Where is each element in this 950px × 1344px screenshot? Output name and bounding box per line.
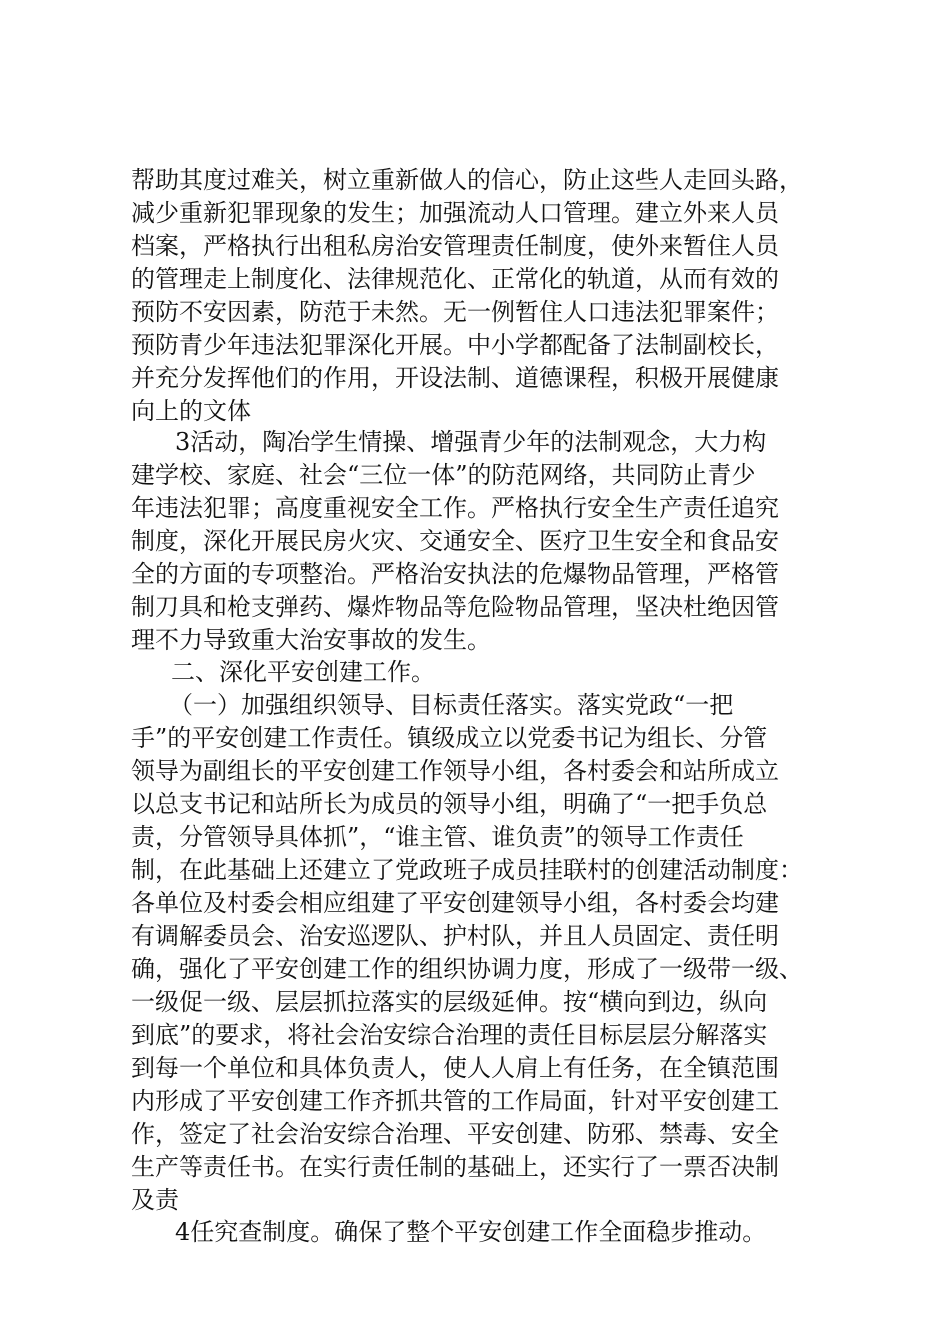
- text-line: 各单位及村委会相应组建了平安创建领导小组，各村委会均建: [131, 889, 779, 917]
- text-line: 制度，深化开展民房火灾、交通安全、医疗卫生安全和食品安: [131, 527, 779, 555]
- text-line: 建学校、家庭、社会“三位一体”的防范网络，共同防止青少: [131, 461, 756, 489]
- text-line: 全的方面的专项整治。严格治安执法的危爆物品管理，严格管: [131, 560, 779, 588]
- subsection-heading-line: （一）加强组织领导、目标责任落实。落实党政“一把: [169, 691, 734, 719]
- text-line: 领导为副组长的平安创建工作领导小组，各村委会和站所成立: [131, 757, 779, 785]
- text-line: 预防不安因素，防范于未然。无一例暂住人口违法犯罪案件；: [131, 298, 779, 326]
- text-line: 年违法犯罪；高度重视安全工作。严格执行安全生产责任追究: [131, 494, 779, 522]
- paragraph-start-line: 4任究查制度。确保了整个平安创建工作全面稳步推动。: [175, 1218, 767, 1246]
- text-line: 向上的文体: [131, 397, 251, 425]
- text-line: 确，强化了平安创建工作的组织协调力度，形成了一级带一级、: [131, 955, 803, 983]
- text-line: 帮助其度过难关，树立重新做人的信心，防止这些人走回头路，: [131, 166, 803, 194]
- text-line: 到每一个单位和具体负责人，使人人肩上有任务，在全镇范围: [131, 1054, 779, 1082]
- text-line: 生产等责任书。在实行责任制的基础上，还实行了一票否决制: [131, 1153, 779, 1181]
- text-line: 制，在此基础上还建立了党政班子成员挂联村的创建活动制度：: [131, 856, 803, 884]
- section-heading: 二、深化平安创建工作。: [171, 658, 435, 686]
- text-line: 一级促一级、层层抓拉落实的层级延伸。按“横向到边，纵向: [131, 988, 768, 1016]
- text-line: 减少重新犯罪现象的发生；加强流动人口管理。建立外来人员: [131, 199, 779, 227]
- text-line: 以总支书记和站所长为成员的领导小组，明确了“一把手负总: [131, 790, 768, 818]
- text-line: 并充分发挥他们的作用，开设法制、道德课程，积极开展健康: [131, 364, 779, 392]
- text-line: 理不力导致重大治安事故的发生。: [131, 626, 491, 654]
- text-line: 制刀具和枪支弹药、爆炸物品等危险物品管理，坚决杜绝因管: [131, 593, 779, 621]
- text-line: 到底”的要求，将社会治安综合治理的责任目标层层分解落实: [131, 1021, 768, 1049]
- text-line: 作，签定了社会治安综合治理、平安创建、防邪、禁毒、安全: [131, 1120, 779, 1148]
- text-line: 责，分管领导具体抓”，“谁主管、谁负责”的领导工作责任: [131, 823, 744, 851]
- text-line: 档案，严格执行出租私房治安管理责任制度，使外来暂住人员: [131, 232, 779, 260]
- text-line: 内形成了平安创建工作齐抓共管的工作局面，针对平安创建工: [131, 1087, 779, 1115]
- text-line: 手”的平安创建工作责任。镇级成立以党委书记为组长、分管: [131, 724, 768, 752]
- text-line: 预防青少年违法犯罪深化开展。中小学都配备了法制副校长，: [131, 331, 779, 359]
- text-line: 的管理走上制度化、法律规范化、正常化的轨道，从而有效的: [131, 265, 779, 293]
- text-line: 有调解委员会、治安巡逻队、护村队，并且人员固定、责任明: [131, 922, 779, 950]
- text-line: 及责: [131, 1186, 179, 1214]
- paragraph-start-line: 3活动，陶冶学生情操、增强青少年的法制观念，大力构: [175, 428, 767, 456]
